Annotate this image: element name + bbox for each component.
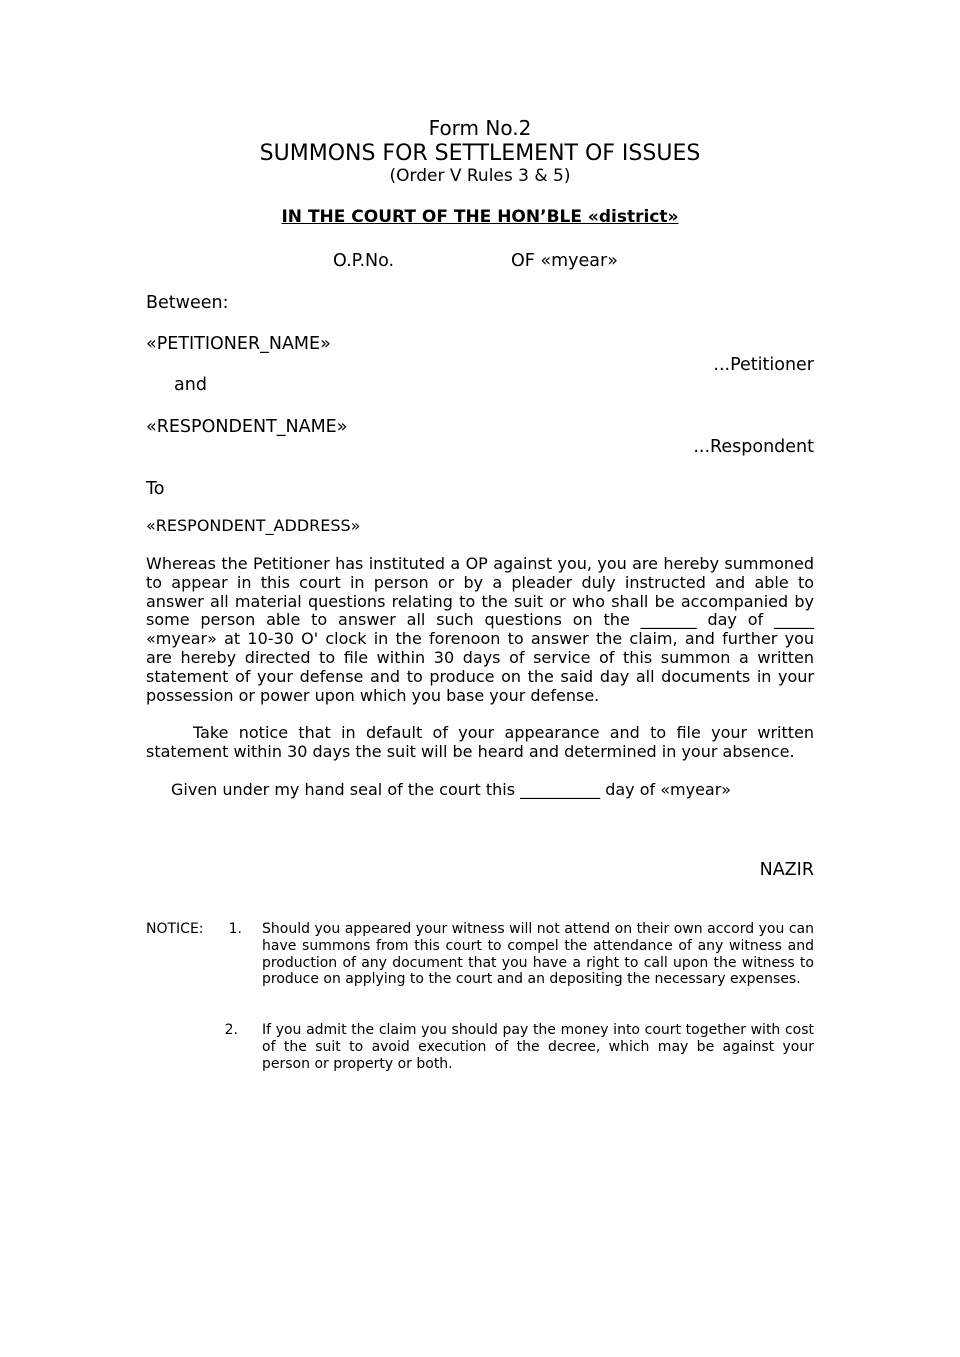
nazir-signature: NAZIR (759, 860, 814, 880)
between-label: Between: (146, 293, 229, 313)
respondent-name: «RESPONDENT_NAME» (146, 417, 348, 437)
and-label: and (174, 375, 207, 395)
op-number-label: O.P.No. (333, 251, 395, 271)
given-under-seal-line: Given under my hand seal of the court this __________ day of «myear» (171, 780, 732, 799)
court-heading: IN THE COURT OF THE HON’BLE «district» (281, 207, 679, 227)
notice-item: If you admit the claim you should pay the money into court together with cost of the suit to avoid execution of the decree, which may be against your person or property or both. (262, 1022, 814, 1072)
notice-item-number: 2. (224, 1022, 238, 1038)
petitioner-name: «PETITIONER_NAME» (146, 334, 331, 354)
notice-item: Should you appeared your witness will not attend on their own accord you can have summons from this court to compel the attendance of any witness and production of any document that you have a right to call upon the witness to produce on applying to the court and an depositing the necessary expenses. (262, 921, 814, 988)
form-number: Form No.2 (428, 116, 532, 140)
default-notice-paragraph: Take notice that in default of your appearance and to file your written statement within 30 days the suit will be heard and determined in your absence. (146, 723, 814, 761)
op-year-label: OF «myear» (511, 251, 618, 271)
notice-item-number: 1. (228, 921, 242, 937)
summons-paragraph: Whereas the Petitioner has instituted a OP against you, you are hereby summoned to appear in this court in person or by a pleader duly instructed and able to answer all material questions relating to the suit or who shall be accompanied by some person able to answer all such questions on the _______ day of _____ «myear» at 10-30 O' clock in the forenoon to answer the claim, and further you are hereby directed to file within 30 days of service of this summon a written statement of your defense and to produce on the said day all documents in your possession or power upon which you base your defense. (146, 554, 814, 705)
respondent-role: ...Respondent (693, 437, 814, 457)
notice-label: NOTICE: (146, 921, 204, 937)
petitioner-role: ...Petitioner (713, 355, 814, 375)
to-label: To (146, 479, 165, 499)
document-title: SUMMONS FOR SETTLEMENT OF ISSUES (259, 141, 701, 166)
respondent-address: «RESPONDENT_ADDRESS» (146, 516, 361, 535)
order-reference: (Order V Rules 3 & 5) (389, 166, 571, 186)
